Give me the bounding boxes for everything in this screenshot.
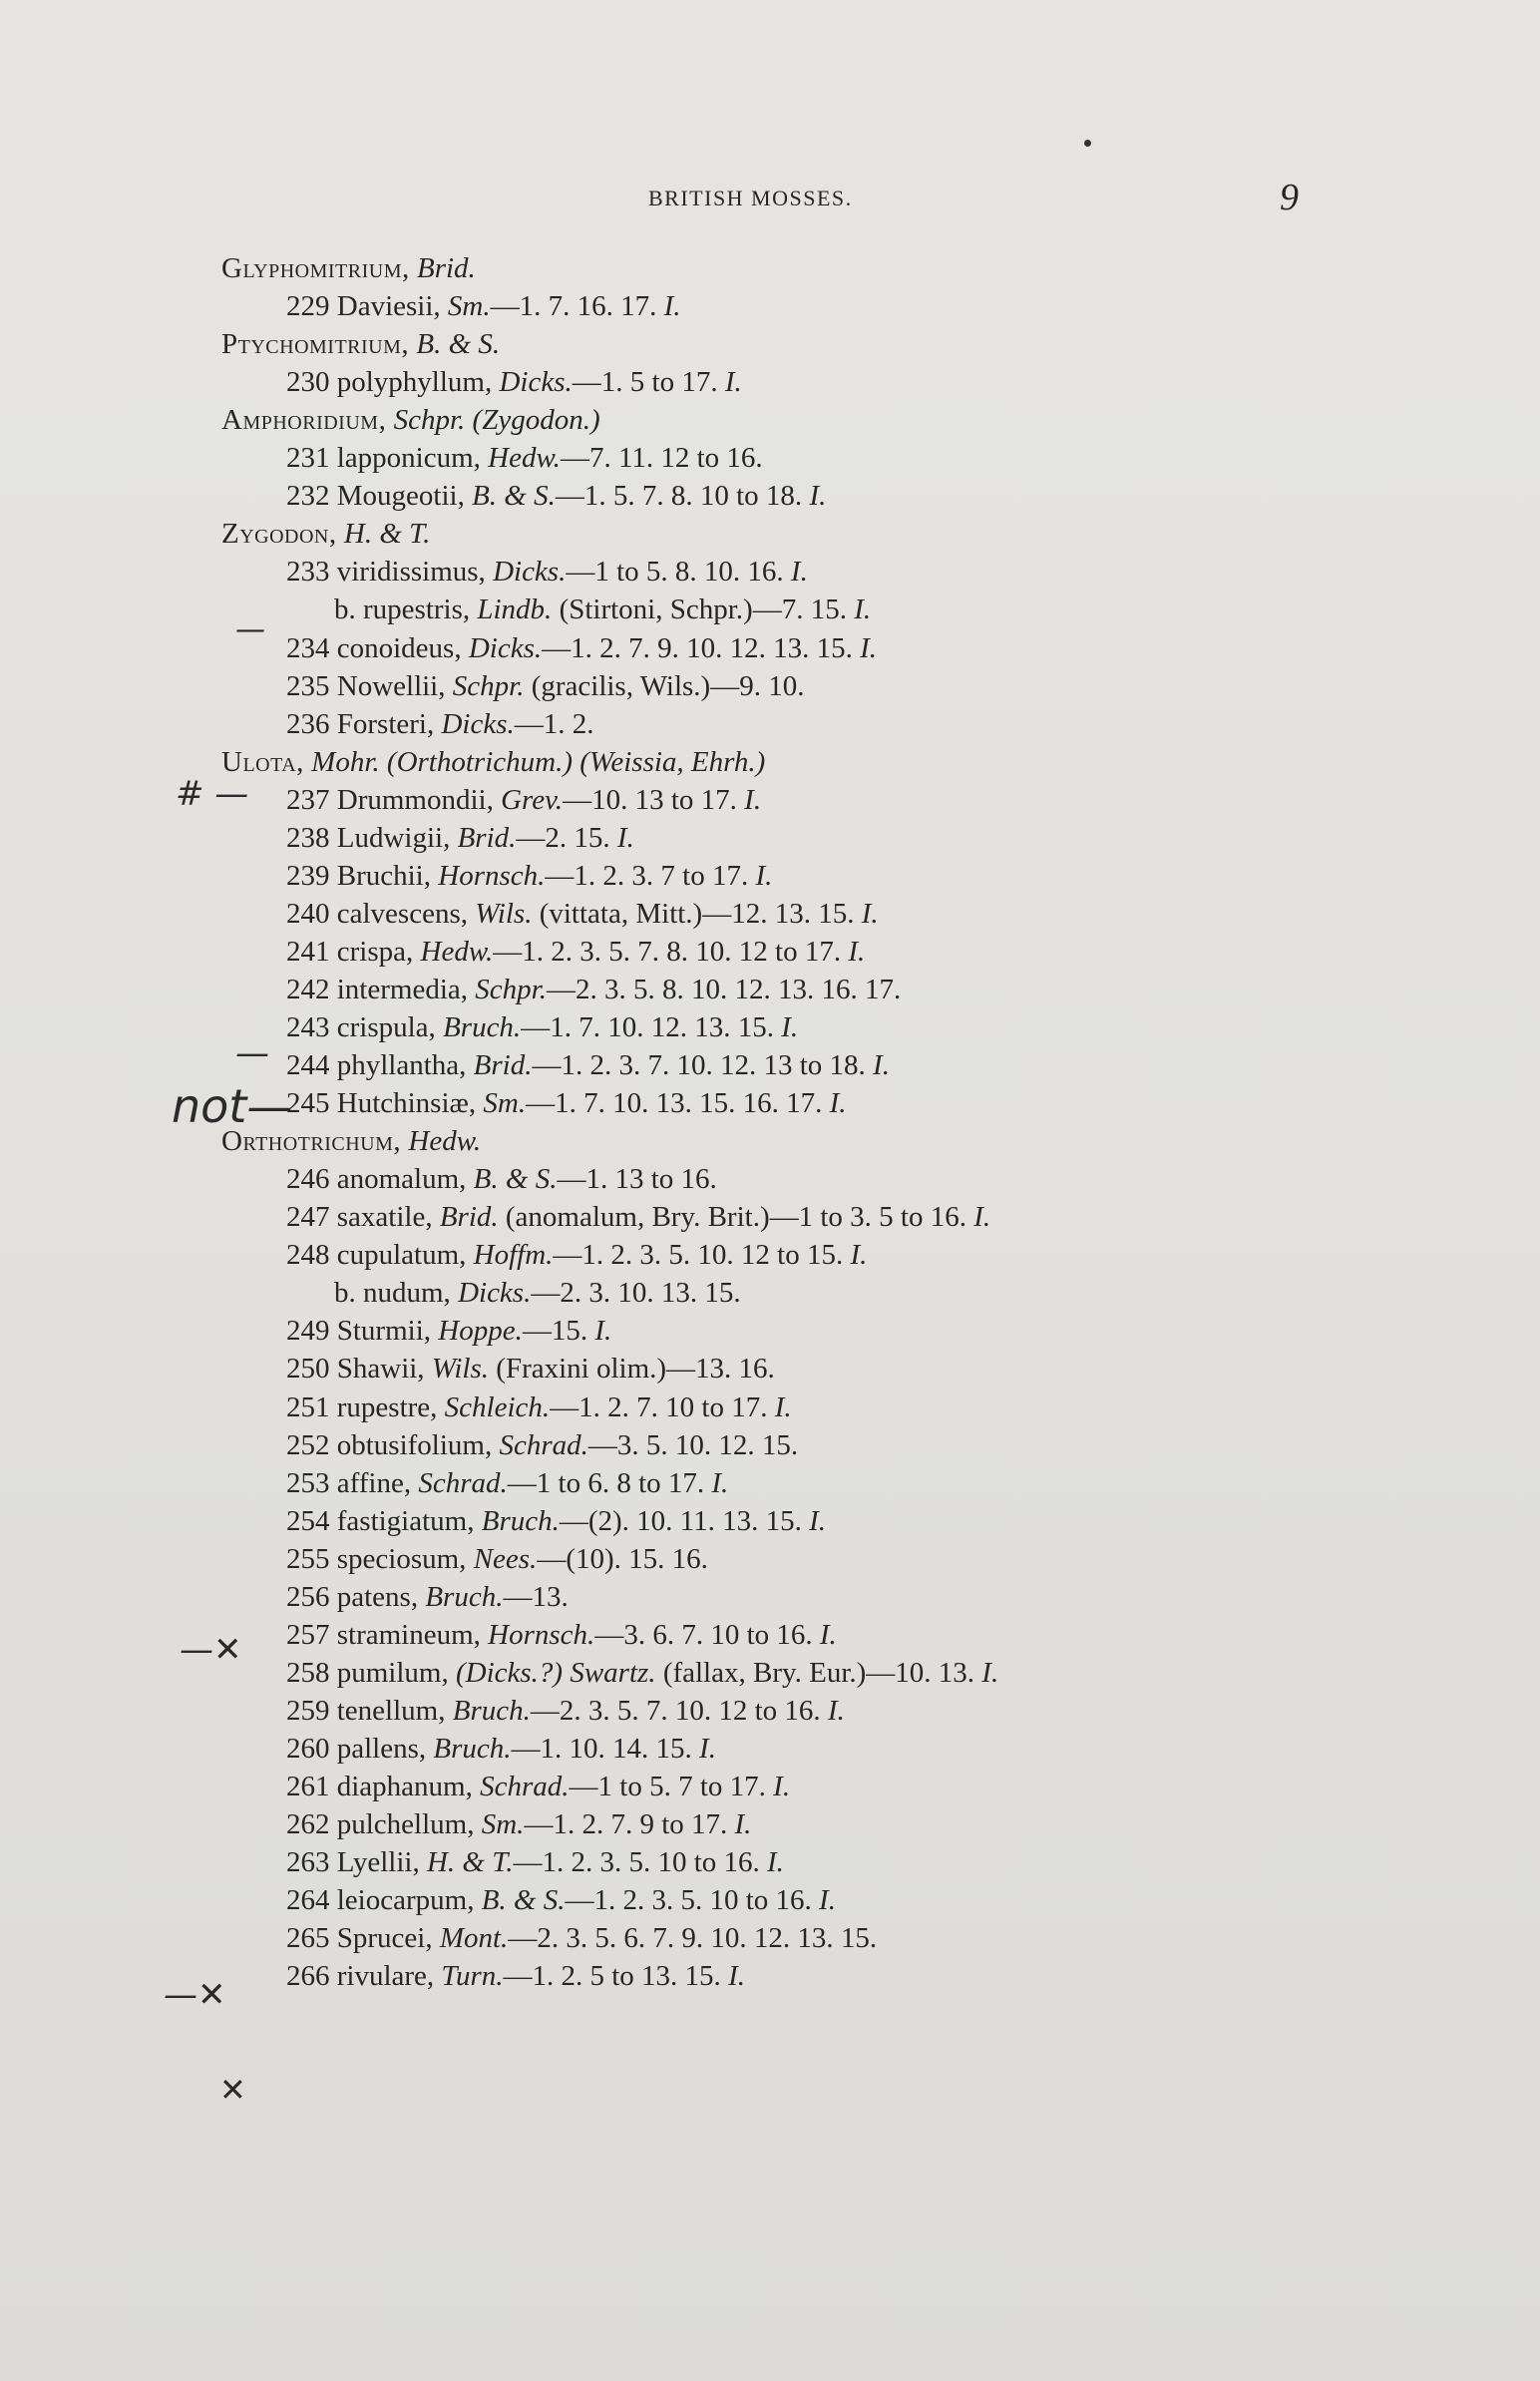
entry-number: 245 [286, 1087, 330, 1120]
species-author: Bruch. [452, 1694, 531, 1727]
distribution: —1. 13 to 16. [557, 1163, 717, 1196]
species-name: conoideus, [336, 631, 462, 664]
distribution: —3. 5. 10. 12. 15. [587, 1428, 799, 1461]
species-author: Hornsch. [438, 859, 546, 892]
ireland-mark: I. [767, 1846, 784, 1879]
entry-number: 242 [286, 973, 330, 1005]
entry-number: 266 [286, 1960, 330, 1993]
species-name: phyllantha, [336, 1049, 467, 1082]
distribution: —1. 2. 3. 5. 10 to 16. [565, 1884, 812, 1917]
ireland-mark: I. [724, 366, 742, 399]
entry-number: 250 [286, 1353, 330, 1386]
species-name: speciosum, [336, 1542, 467, 1575]
distribution: —1. 7. 10. 12. 13. 15. [521, 1011, 774, 1043]
distribution: —1. 2. 7. 10 to 17. [550, 1390, 768, 1423]
species-name: stramineum, [336, 1618, 481, 1651]
distribution: —1. 2. 5 to 13. 15. [503, 1960, 721, 1993]
distribution: —1. 2. [514, 707, 594, 740]
entry-number: 260 [286, 1732, 330, 1765]
entry-number: 239 [286, 859, 330, 892]
species-name: crispula, [336, 1011, 436, 1043]
ireland-mark: I. [809, 1504, 827, 1537]
ireland-mark: I. [594, 1315, 612, 1348]
distribution: —1. 5 to 17. [572, 366, 718, 399]
species-author: Hedw. [420, 935, 494, 968]
species-name: rupestris, [363, 594, 471, 626]
species-name: viridissimus, [336, 556, 486, 589]
species-name: saxatile, [336, 1201, 433, 1234]
ireland-mark: I. [744, 783, 762, 816]
entry-number: 233 [286, 556, 330, 589]
distribution: —1. 2. 7. 9 to 17. [524, 1808, 728, 1841]
ireland-mark: I. [699, 1732, 716, 1765]
species-author: Bruch. [443, 1011, 522, 1043]
ireland-mark: I. [809, 480, 827, 513]
entry-number: 240 [286, 897, 330, 930]
distribution: —15. [522, 1315, 588, 1348]
distribution: —2. 3. 5. 7. 10. 12 to 16. [530, 1694, 821, 1727]
distribution: (gracilis, Wils.)—9. 10. [531, 669, 805, 702]
species-author: Schrad. [499, 1428, 588, 1461]
distribution: —1. 7. 16. 17. [490, 290, 657, 323]
margin-hash-236: # — [176, 774, 249, 814]
entry-number: 229 [286, 290, 330, 323]
ireland-mark: I. [773, 1771, 791, 1802]
species-name: tenellum, [336, 1694, 446, 1727]
distribution: —1. 10. 14. 15. [511, 1732, 692, 1765]
entry-number: 264 [286, 1884, 330, 1917]
species-name: patens, [336, 1580, 419, 1613]
species-name: Nowellii, [336, 669, 446, 702]
species-name: Ludwigii, [336, 821, 451, 854]
genus-name: Orthotrichum, [221, 1125, 402, 1158]
ireland-mark: I. [827, 1694, 845, 1727]
running-header: BRITISH MOSSES. [648, 186, 853, 210]
distribution: —1. 7. 10. 13. 15. 16. 17. [526, 1087, 823, 1120]
genus-author: H. & T. [343, 518, 431, 551]
ireland-mark: I. [860, 631, 878, 664]
entry-number: 253 [286, 1466, 330, 1499]
genus-author: Brid. [417, 252, 476, 284]
species-author: Brid. [457, 821, 517, 854]
species-author: Schrad. [480, 1771, 570, 1802]
distribution: —1. 2. 3. 5. 10 to 16. [513, 1846, 760, 1879]
genus-name: Ptychomitrium, [221, 328, 410, 361]
ireland-mark: I. [755, 859, 773, 892]
species-name: affine, [336, 1466, 412, 1499]
ireland-mark: I. [819, 1884, 836, 1917]
species-author: Lindb. [477, 594, 553, 626]
entry-number: 259 [286, 1694, 330, 1727]
species-name: lapponicum, [336, 442, 481, 475]
margin-dash-233: — [235, 612, 265, 647]
entry-number: 236 [286, 707, 330, 740]
species-author: B. & S. [481, 1884, 566, 1917]
species-author: Wils. [431, 1353, 490, 1386]
ireland-mark: I. [663, 290, 681, 323]
margin-x-261: —✕ [164, 1975, 226, 2015]
entry-number: 232 [286, 480, 330, 513]
species-author: Dicks. [468, 631, 543, 664]
species-author: Dicks. [458, 1277, 532, 1310]
distribution: —(10). 15. 16. [537, 1542, 708, 1575]
ireland-mark: I. [981, 1656, 999, 1689]
species-author: Schpr. [452, 669, 525, 702]
entry-number: 230 [286, 366, 330, 399]
genus-name: Zygodon, [221, 518, 337, 551]
ireland-mark: I. [819, 1618, 837, 1651]
species-name: pulchellum, [336, 1808, 475, 1841]
distribution: —1. 2. 3. 5. 10. 12 to 15. [553, 1239, 844, 1272]
entry-number: 257 [286, 1618, 330, 1651]
species-author: Schleich. [444, 1390, 551, 1423]
species-author: Hoffm. [473, 1239, 554, 1272]
species-author: Schrad. [418, 1466, 508, 1499]
ireland-mark: I. [873, 1049, 890, 1082]
entry-number: 244 [286, 1049, 330, 1082]
entry-number: 231 [286, 442, 330, 475]
entry-number: 262 [286, 1808, 330, 1841]
species-author: Sm. [447, 290, 491, 323]
margin-not-243: not— [172, 1079, 293, 1133]
ireland-mark: I. [850, 1239, 868, 1272]
ireland-mark: I. [861, 897, 879, 930]
species-author: Brid. [473, 1049, 533, 1082]
species-author: Hedw. [488, 442, 561, 475]
species-name: diaphanum, [336, 1771, 473, 1802]
species-name: pumilum, [336, 1656, 449, 1689]
genus-author: Schpr. [393, 404, 466, 437]
distribution: —1 to 5. 7 to 17. [569, 1771, 766, 1802]
species-name: Sprucei, [336, 1922, 433, 1955]
species-name: cupulatum, [336, 1239, 467, 1272]
ireland-mark: I. [973, 1201, 991, 1234]
species-author: Sm. [481, 1808, 525, 1841]
entry-number: 237 [286, 783, 330, 816]
species-name: Lyellii, [336, 1846, 420, 1879]
species-name: Forsteri, [336, 707, 435, 740]
entry-number: 254 [286, 1504, 330, 1537]
distribution: (vittata, Mitt.)—12. 13. 15. [539, 897, 855, 930]
ireland-mark: I. [781, 1011, 799, 1043]
distribution: —2. 3. 5. 8. 10. 12. 13. 16. 17. [546, 973, 902, 1005]
species-name: rupestre, [336, 1390, 438, 1423]
margin-dash-241: — [235, 1033, 269, 1073]
entry-number: 247 [286, 1201, 330, 1234]
ireland-mark: I. [854, 594, 872, 626]
species-author: Dicks. [441, 707, 515, 740]
genus-synonym: (Zygodon.) [472, 404, 600, 437]
species-name: pallens, [336, 1732, 427, 1765]
ireland-mark: I. [734, 1808, 752, 1841]
distribution: —1. 2. 3. 7 to 17. [545, 859, 749, 892]
distribution: (Fraxini olim.)—13. 16. [496, 1353, 775, 1386]
distribution: —(2). 10. 11. 13. 15. [559, 1504, 802, 1537]
species-author: (Dicks.?) Swartz. [455, 1656, 656, 1689]
entry-number: 252 [286, 1428, 330, 1461]
species-name: Sturmii, [336, 1315, 432, 1348]
distribution: —2. 15. [516, 821, 610, 854]
page-number: 9 [1280, 177, 1299, 218]
margin-x-263: ✕ [219, 2071, 246, 2109]
ink-dot [1084, 140, 1091, 147]
distribution: (Stirtoni, Schpr.)—7. 15. [559, 594, 847, 626]
entry-number: 265 [286, 1922, 330, 1955]
entry-number: 243 [286, 1011, 330, 1043]
species-name: obtusifolium, [336, 1428, 493, 1461]
entry-number: b. [334, 594, 356, 626]
species-entry [286, 1952, 745, 2000]
species-author: Sm. [483, 1087, 527, 1120]
entry-number: 238 [286, 821, 330, 854]
genus-name: Amphoridium, [221, 404, 387, 437]
entry-number: b. [334, 1277, 356, 1310]
entry-number: 251 [286, 1390, 330, 1423]
genus-author: Mohr. [311, 745, 380, 778]
entry-number: 258 [286, 1656, 330, 1689]
genus-name: Ulota, [221, 745, 304, 778]
ireland-mark: I. [790, 556, 808, 589]
distribution: —3. 6. 7. 10 to 16. [594, 1618, 813, 1651]
species-author: Hornsch. [488, 1618, 595, 1651]
species-name: calvescens, [336, 897, 468, 930]
species-name: crispa, [336, 935, 414, 968]
species-author: Dicks. [493, 556, 567, 589]
species-name: Shawii, [336, 1353, 425, 1386]
species-name: fastigiatum, [336, 1504, 475, 1537]
entry-number: 249 [286, 1315, 330, 1348]
species-author: Grev. [501, 783, 564, 816]
entry-number: 246 [286, 1163, 330, 1196]
distribution: —7. 11. 12 to 16. [560, 442, 763, 475]
distribution: —1 to 6. 8 to 17. [507, 1466, 705, 1499]
entry-number: 256 [286, 1580, 330, 1613]
species-name: anomalum, [336, 1163, 467, 1196]
species-author: Bruch. [425, 1580, 504, 1613]
species-name: Bruchii, [336, 859, 431, 892]
genus-name: Glyphomitrium, [221, 252, 410, 284]
margin-x-253: —✕ [180, 1630, 242, 1670]
species-author: Nees. [473, 1542, 538, 1575]
entry-number: 248 [286, 1239, 330, 1272]
species-name: rivulare, [336, 1960, 435, 1993]
species-author: Brid. [439, 1201, 499, 1234]
species-author: B. & S. [473, 1163, 558, 1196]
species-author: Bruch. [481, 1504, 560, 1537]
distribution: —13. [503, 1580, 569, 1613]
entry-number: 234 [286, 631, 330, 664]
distribution: —1 to 5. 8. 10. 16. [566, 556, 784, 589]
genus-synonym: (Orthotrichum.) (Weissia, Ehrh.) [386, 745, 766, 778]
species-author: H. & T. [426, 1846, 514, 1879]
species-author: Schpr. [475, 973, 547, 1005]
species-name: polyphyllum, [336, 366, 493, 399]
distribution: —10. 13 to 17. [563, 783, 737, 816]
species-author: Mont. [439, 1922, 509, 1955]
distribution: —2. 3. 10. 13. 15. [531, 1277, 741, 1310]
species-name: Daviesii, [336, 290, 441, 323]
distribution: (fallax, Bry. Eur.)—10. 13. [662, 1656, 975, 1689]
distribution: —1. 5. 7. 8. 10 to 18. [555, 480, 803, 513]
species-author: Dicks. [499, 366, 573, 399]
species-name: Drummondii, [336, 783, 494, 816]
species-author: B. & S. [472, 480, 556, 513]
entry-number: 235 [286, 669, 330, 702]
species-name: Hutchinsiæ, [336, 1087, 477, 1120]
ireland-mark: I. [711, 1466, 729, 1499]
entry-number: 241 [286, 935, 330, 968]
species-name: nudum, [363, 1277, 451, 1310]
distribution: —1. 2. 7. 9. 10. 12. 13. 15. [542, 631, 853, 664]
species-author: Hoppe. [438, 1315, 523, 1348]
ireland-mark: I. [774, 1390, 792, 1423]
distribution: —2. 3. 5. 6. 7. 9. 10. 12. 13. 15. [508, 1922, 878, 1955]
distribution: —1. 2. 3. 5. 7. 8. 10. 12 to 17. [493, 935, 842, 968]
ireland-mark: I. [616, 821, 634, 854]
ireland-mark: I. [829, 1087, 847, 1120]
ireland-mark: I. [848, 935, 866, 968]
species-author: Turn. [441, 1960, 504, 1993]
distribution: —1. 2. 3. 7. 10. 12. 13 to 18. [532, 1049, 866, 1082]
genus-author: Hedw. [408, 1125, 482, 1158]
species-author: Bruch. [433, 1732, 512, 1765]
distribution: (anomalum, Bry. Brit.)—1 to 3. 5 to 16. [505, 1201, 966, 1234]
species-name: intermedia, [336, 973, 469, 1005]
species-name: leiocarpum, [336, 1884, 475, 1917]
genus-author: B. & S. [416, 328, 501, 361]
entry-number: 255 [286, 1542, 330, 1575]
ireland-mark: I. [728, 1960, 745, 1993]
entry-number: 261 [286, 1771, 330, 1802]
entry-number: 263 [286, 1846, 330, 1879]
species-author: Wils. [475, 897, 533, 930]
species-name: Mougeotii, [336, 480, 465, 513]
